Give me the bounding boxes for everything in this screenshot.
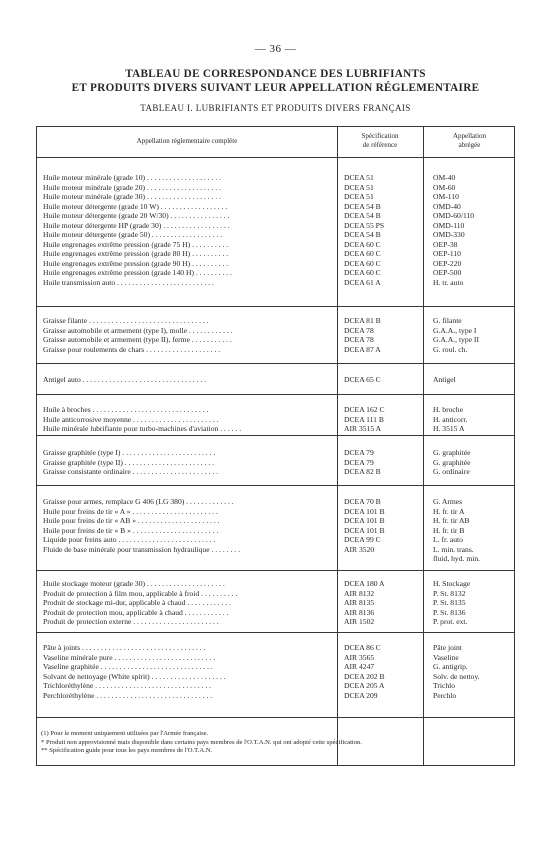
cell-appellation: Huile pour freins de tir « A » . . . . . . . . . . . . . . . . . . . . . . . bbox=[43, 506, 218, 516]
cell-abbreviation: H. Stockage bbox=[433, 579, 471, 588]
table-row bbox=[37, 672, 514, 682]
table-row bbox=[37, 526, 514, 536]
cell-specification: DCEA 78 bbox=[344, 335, 374, 344]
cell-abbreviation: Perchlo bbox=[433, 690, 457, 700]
table-row bbox=[37, 458, 514, 468]
cell-specification: DCEA 54 B bbox=[344, 211, 381, 220]
cell-specification: DCEA 51 bbox=[344, 182, 374, 192]
cell-specification: DCEA 205 A bbox=[344, 681, 385, 690]
table-row bbox=[37, 240, 514, 250]
title-line-2: ET PRODUITS DIVERS SUIVANT LEUR APPELLATION RÉGLEMENTAIRE bbox=[71, 82, 480, 94]
table-subtitle: TABLEAU I. LUBRIFIANTS ET PRODUITS DIVERS FRANÇAIS bbox=[140, 103, 411, 113]
cell-specification: DCEA 54 B bbox=[344, 201, 381, 211]
cell-appellation: Huile pour freins de tir « B » . . . . . . . . . . . . . . . . . . . . . . . bbox=[43, 525, 219, 535]
cell-abbreviation: Solv. de nettoy. bbox=[433, 671, 480, 681]
cell-specification: DCEA 60 C bbox=[344, 239, 381, 249]
cell-appellation: Graisse automobile et armement (type II), ferme . . . . . . . . . . . bbox=[43, 335, 232, 344]
cell-abbreviation: P. prot. ext. bbox=[433, 617, 468, 626]
table-row bbox=[37, 598, 514, 608]
table-row bbox=[37, 278, 514, 288]
cell-abbreviation: H. fr. tir B bbox=[433, 525, 465, 535]
cell-appellation: Huile minérale lubrifiante pour turbo-machines d'aviation . . . . . . bbox=[43, 424, 242, 433]
cell-abbreviation: P. St. 8132 bbox=[433, 588, 466, 598]
table-row bbox=[37, 221, 514, 231]
cell-appellation: Solvant de nettoyage (White spirit) . . . . . . . . . . . . . . . . . . . . bbox=[43, 671, 226, 681]
table-row bbox=[37, 375, 514, 385]
cell-abbreviation: OMD-330 bbox=[433, 230, 465, 239]
cell-appellation: Graisse filante . . . . . . . . . . . . . . . . . . . . . . . . . . . . . . . . bbox=[43, 316, 209, 325]
table-row bbox=[37, 554, 514, 564]
cell-abbreviation: G. roul. ch. bbox=[433, 344, 468, 354]
cell-abbreviation: OM-60 bbox=[433, 182, 456, 192]
cell-specification: DCEA 78 bbox=[344, 325, 374, 335]
cell-specification: DCEA 79 bbox=[344, 457, 374, 467]
cell-appellation: Fluide de base minérale pour transmission hydraulique . . . . . . . . bbox=[43, 544, 240, 554]
table-row bbox=[37, 653, 514, 663]
cell-appellation: Vaseline graphitée . . . . . . . . . . . . . . . . . . . . . . . . . . . . . . bbox=[43, 662, 213, 671]
cell-specification: DCEA 54 B bbox=[344, 230, 381, 239]
cell-abbreviation: Vaseline bbox=[433, 652, 459, 662]
cell-specification: AIR 3565 bbox=[344, 652, 375, 662]
cell-abbreviation: P. St. 8136 bbox=[433, 607, 466, 617]
table-row bbox=[37, 259, 514, 269]
cell-appellation: Huile pour freins de tir « AB » . . . . . . . . . . . . . . . . . . . . . . bbox=[43, 516, 220, 525]
cell-appellation: Huile moteur détergente (grade 20 W/30) . . . . . . . . . . . . . . . . bbox=[43, 211, 230, 220]
cell-abbreviation: OM-110 bbox=[433, 192, 459, 201]
table-row bbox=[37, 497, 514, 507]
cell-specification: DCEA 101 B bbox=[344, 525, 385, 535]
cell-specification: AIR 8135 bbox=[344, 598, 375, 607]
cell-specification: DCEA 70 B bbox=[344, 497, 381, 506]
cell-appellation: Liquide pour freins auto . . . . . . . . . . . . . . . . . . . . . . . . . . bbox=[43, 535, 216, 544]
cell-appellation: Huile moteur minérale (grade 30) . . . . . . . . . . . . . . . . . . . . bbox=[43, 192, 221, 201]
page-title bbox=[0, 67, 551, 95]
cell-specification: DCEA 61 A bbox=[344, 277, 381, 287]
cell-abbreviation: OMD-60/110 bbox=[433, 211, 475, 220]
table-row bbox=[37, 192, 514, 202]
table-row bbox=[37, 643, 514, 653]
title-line-1: TABLEAU DE CORRESPONDANCE DES LUBRIFIANTS bbox=[125, 68, 426, 80]
cell-appellation: Produit de protection externe . . . . . . . . . . . . . . . . . . . . . . . bbox=[43, 617, 219, 626]
group-divider bbox=[37, 306, 514, 307]
cell-abbreviation: H. fr. tir A bbox=[433, 506, 465, 516]
table-row bbox=[37, 345, 514, 355]
cell-appellation: Graisse graphitée (type I) . . . . . . . . . . . . . . . . . . . . . . . . . bbox=[43, 448, 216, 457]
cell-appellation: Produit de stockage mi-dur, applicable à chaud . . . . . . . . . . . . bbox=[43, 598, 232, 607]
table-row bbox=[37, 681, 514, 691]
table-row bbox=[37, 405, 514, 415]
cell-abbreviation: G. graphitée bbox=[433, 448, 471, 457]
table-row bbox=[37, 507, 514, 517]
group-divider bbox=[37, 435, 514, 436]
cell-appellation: Graisse graphitée (type II) . . . . . . . . . . . . . . . . . . . . . . . . bbox=[43, 457, 215, 467]
cell-abbreviation: OEP-38 bbox=[433, 239, 458, 249]
cell-specification: DCEA 180 A bbox=[344, 579, 385, 588]
header-rule bbox=[37, 157, 514, 158]
cell-appellation: Huile moteur détergente (grade 10 W) . . . . . . . . . . . . . . . . . . bbox=[43, 201, 228, 211]
cell-appellation: Huile stockage moteur (grade 30) . . . . . . . . . . . . . . . . . . . . . bbox=[43, 579, 225, 588]
cell-appellation: Antigel auto . . . . . . . . . . . . . . . . . . . . . . . . . . . . . . . . . bbox=[43, 375, 207, 384]
group-divider bbox=[37, 570, 514, 571]
cell-appellation: Huile moteur minérale (grade 10) . . . . . . . . . . . . . . . . . . . . bbox=[43, 173, 221, 182]
cell-specification: DCEA 51 bbox=[344, 173, 374, 182]
cell-abbreviation: Pâte joint bbox=[433, 643, 462, 652]
cell-specification: DCEA 202 B bbox=[344, 671, 385, 681]
cell-abbreviation: H. 3515 A bbox=[433, 424, 465, 433]
cell-abbreviation: OEP-220 bbox=[433, 258, 462, 268]
cell-specification: AIR 8136 bbox=[344, 607, 375, 617]
group-divider bbox=[37, 394, 514, 395]
table-group bbox=[37, 579, 514, 627]
header-abbreviation: Appellation abrégée bbox=[452, 132, 487, 149]
cell-abbreviation: H. anticorr. bbox=[433, 414, 468, 424]
cell-abbreviation: OM-40 bbox=[433, 173, 456, 182]
cell-specification: DCEA 209 bbox=[344, 690, 378, 700]
cell-abbreviation: OEP-110 bbox=[433, 249, 461, 258]
cell-appellation: Huile moteur détergente HP (grade 30) . . . . . . . . . . . . . . . . . . bbox=[43, 220, 230, 230]
cell-specification: DCEA 162 C bbox=[344, 405, 385, 414]
cell-specification: DCEA 60 C bbox=[344, 268, 381, 277]
cell-specification: DCEA 101 B bbox=[344, 516, 385, 525]
table-group bbox=[37, 448, 514, 477]
table-row bbox=[37, 202, 514, 212]
table-row bbox=[37, 326, 514, 336]
group-divider bbox=[37, 485, 514, 486]
cell-appellation: Produit de protection à film mou, applicable à froid . . . . . . . . . . bbox=[43, 588, 238, 598]
group-divider bbox=[37, 632, 514, 633]
cell-appellation: Pâte à joints . . . . . . . . . . . . . . . . . . . . . . . . . . . . . . . . . bbox=[43, 643, 206, 652]
cell-abbreviation: Antigel bbox=[433, 375, 456, 384]
cell-abbreviation: G. ordinaire bbox=[433, 467, 470, 476]
cell-abbreviation: fluid, hyd. min. bbox=[433, 554, 481, 563]
cell-specification: DCEA 86 C bbox=[344, 643, 381, 652]
cell-abbreviation: H. tr. auto bbox=[433, 277, 464, 287]
cell-abbreviation: G.A.A., type II bbox=[433, 335, 479, 344]
cell-specification: AIR 3515 A bbox=[344, 424, 382, 433]
cell-specification: DCEA 111 B bbox=[344, 414, 384, 424]
cell-abbreviation: OEP-500 bbox=[433, 268, 462, 277]
cell-appellation: Produit de protection mou, applicable à chaud . . . . . . . . . . . . bbox=[43, 607, 229, 617]
cell-abbreviation: L. fr. auto bbox=[433, 535, 463, 544]
cell-specification: DCEA 79 bbox=[344, 448, 374, 457]
table-row bbox=[37, 335, 514, 345]
cell-appellation: Huile moteur minérale (grade 20) . . . . . . . . . . . . . . . . . . . . bbox=[43, 182, 221, 192]
cell-appellation: Huile engrenages extrême pression (grade 90 H) . . . . . . . . . . bbox=[43, 258, 229, 268]
cell-appellation: Graisse pour roulements de chars . . . . . . . . . . . . . . . . . . . . bbox=[43, 344, 221, 354]
table-row bbox=[37, 589, 514, 599]
cell-appellation: Perchloréthylène . . . . . . . . . . . . . . . . . . . . . . . . . . . . . . . bbox=[43, 690, 213, 700]
cell-abbreviation: OMD-40 bbox=[433, 201, 461, 211]
cell-specification: AIR 8132 bbox=[344, 588, 375, 598]
footnotes bbox=[37, 730, 514, 756]
footnote: * Produit non approvisionné mais disponible dans certains pays membres de l'O.T.A.N. qui ont adopté cette spécification. bbox=[41, 738, 362, 746]
table-group bbox=[37, 316, 514, 354]
table-row bbox=[37, 415, 514, 425]
table-group bbox=[37, 405, 514, 434]
cell-specification: DCEA 60 C bbox=[344, 258, 381, 268]
cell-appellation: Huile engrenages extrême pression (grade 140 H) . . . . . . . . . . bbox=[43, 268, 232, 277]
cell-specification: AIR 4247 bbox=[344, 662, 375, 671]
table-row bbox=[37, 608, 514, 618]
cell-appellation: Trichloréthylène . . . . . . . . . . . . . . . . . . . . . . . . . . . . . . . bbox=[43, 681, 212, 690]
group-divider bbox=[37, 717, 514, 718]
cell-specification: DCEA 81 B bbox=[344, 316, 381, 325]
header-appellation: Appellation réglementaire complète bbox=[136, 137, 238, 145]
cell-specification: DCEA 60 C bbox=[344, 249, 381, 258]
cell-appellation: Huile transmission auto . . . . . . . . . . . . . . . . . . . . . . . . . . bbox=[43, 277, 214, 287]
table-row bbox=[37, 211, 514, 221]
table-row bbox=[37, 467, 514, 477]
cell-specification: AIR 1502 bbox=[344, 617, 375, 626]
cell-abbreviation: G. Armes bbox=[433, 497, 463, 506]
cell-appellation: Graisse consistante ordinaire . . . . . . . . . . . . . . . . . . . . . . . bbox=[43, 467, 219, 476]
table-row bbox=[37, 516, 514, 526]
table-group bbox=[37, 643, 514, 700]
cell-appellation: Vaseline minérale pure . . . . . . . . . . . . . . . . . . . . . . . . . . . bbox=[43, 652, 216, 662]
cell-appellation: Graisse pour armes, remplace G 406 (LG 380) . . . . . . . . . . . . . bbox=[43, 497, 234, 506]
cell-appellation: Huile à broches . . . . . . . . . . . . . . . . . . . . . . . . . . . . . . . bbox=[43, 405, 209, 414]
footnote: ** Spécification guide pour tous les pays membres de l'O.T.A.N. bbox=[41, 747, 213, 754]
cell-abbreviation: G.A.A., type I bbox=[433, 325, 477, 335]
cell-abbreviation: L. min. trans. bbox=[433, 544, 474, 554]
cell-abbreviation: G. graphitée bbox=[433, 457, 471, 467]
table-row bbox=[37, 316, 514, 326]
table-row bbox=[37, 173, 514, 183]
cell-abbreviation: H. fr. tir AB bbox=[433, 516, 470, 525]
table-row bbox=[37, 424, 514, 434]
cell-abbreviation: H. broche bbox=[433, 405, 463, 414]
cell-appellation: Huile engrenages extrême pression (grade 75 H) . . . . . . . . . . bbox=[43, 239, 229, 249]
table-row bbox=[37, 579, 514, 589]
cell-specification: DCEA 82 B bbox=[344, 467, 381, 476]
page-number: — 36 — bbox=[254, 43, 297, 55]
table-row bbox=[37, 545, 514, 555]
cell-specification: DCEA 51 bbox=[344, 192, 374, 201]
cell-abbreviation: P. St. 8135 bbox=[433, 598, 466, 607]
table-row bbox=[37, 183, 514, 193]
cell-appellation: Huile engrenages extrême pression (grade 80 H) . . . . . . . . . . bbox=[43, 249, 229, 258]
table-row bbox=[37, 535, 514, 545]
table-row bbox=[37, 617, 514, 627]
cell-appellation: Huile moteur détergente (grade 50) . . . . . . . . . . . . . . . . . . . bbox=[43, 230, 223, 239]
cell-appellation: Huile anticorrosive moyenne . . . . . . . . . . . . . . . . . . . . . . . bbox=[43, 414, 219, 424]
table-group bbox=[37, 497, 514, 564]
table-row bbox=[37, 448, 514, 458]
table-row bbox=[37, 268, 514, 278]
cell-abbreviation: G. filante bbox=[433, 316, 462, 325]
footnote: (1) Pour le moment uniquement utilisées par l'Armée française. bbox=[41, 730, 209, 737]
lubricant-table bbox=[36, 126, 515, 766]
cell-appellation: Graisse automobile et armement (type I), molle . . . . . . . . . . . . bbox=[43, 325, 233, 335]
table-row bbox=[37, 662, 514, 672]
header-specification: Spécification de référence bbox=[361, 132, 399, 149]
cell-abbreviation: G. antigrip. bbox=[433, 662, 468, 671]
table-group bbox=[37, 173, 514, 287]
cell-specification: DCEA 99 C bbox=[344, 535, 381, 544]
cell-specification: DCEA 101 B bbox=[344, 506, 385, 516]
cell-abbreviation: OMD-110 bbox=[433, 220, 465, 230]
table-row bbox=[37, 249, 514, 259]
table-group bbox=[37, 375, 514, 385]
cell-specification: DCEA 55 PS bbox=[344, 220, 385, 230]
group-divider bbox=[37, 363, 514, 364]
cell-abbreviation: Trichlo bbox=[433, 681, 456, 690]
cell-specification: AIR 3520 bbox=[344, 544, 375, 554]
cell-specification: DCEA 87 A bbox=[344, 344, 381, 354]
table-row bbox=[37, 230, 514, 240]
cell-specification: DCEA 65 C bbox=[344, 375, 381, 384]
table-row bbox=[37, 691, 514, 701]
